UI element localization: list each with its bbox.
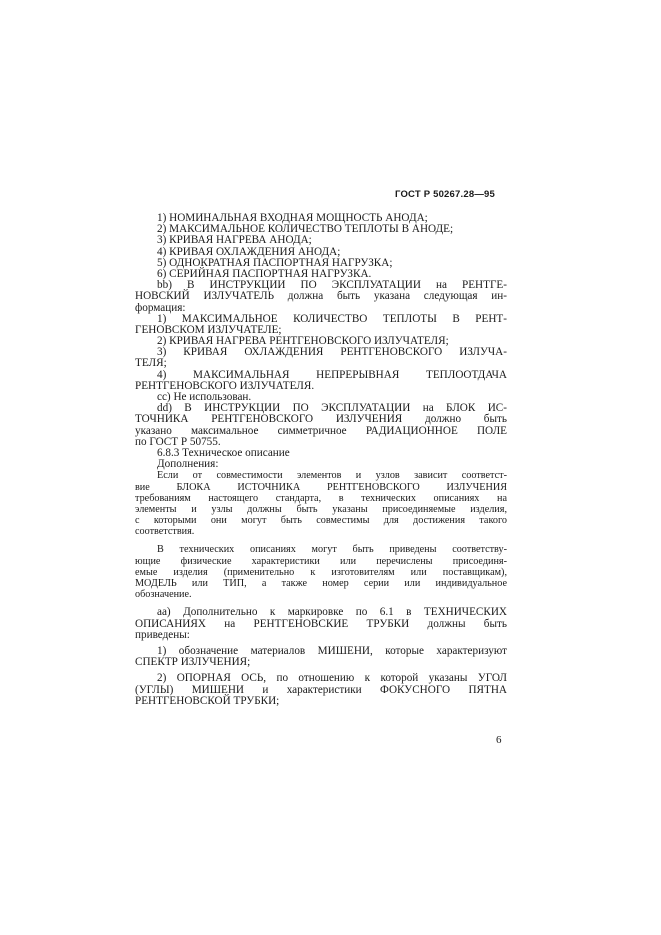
list-item: 6) СЕРИЙНАЯ ПАСПОРТНАЯ НАГРУЗКА. — [157, 267, 372, 280]
list-item: 3) КРИВАЯ НАГРЕВА АНОДА; — [157, 234, 312, 247]
list-item: 2) МАКСИМАЛЬНОЕ КОЛИЧЕСТВО ТЕПЛОТЫ В АНОДЕ; — [157, 223, 454, 236]
list-item: 4) КРИВАЯ ОХЛАЖДЕНИЯ АНОДА; — [157, 245, 341, 258]
list-item: 1) МАКСИМАЛЬНОЕ КОЛИЧЕСТВО ТЕПЛОТЫ В РЕНТ- — [157, 312, 507, 325]
section-heading: 6.8.3 Техническое описание — [157, 446, 290, 459]
list-item: 1) НОМИНАЛЬНАЯ ВХОДНАЯ МОЩНОСТЬ АНОДА; — [157, 212, 428, 224]
paragraph-line: В технических описаниях могут быть приведены соответству- — [157, 544, 507, 556]
list-item: 4) МАКСИМАЛЬНАЯ НЕПРЕРЫВНАЯ ТЕПЛООТДАЧА — [157, 368, 507, 381]
paragraph-line: cc) Не использован. — [157, 391, 252, 403]
list-item-continuation: РЕНТГЕНОВСКОГО ИЗЛУЧАТЕЛЯ. — [135, 379, 315, 392]
paragraph-line: Дополнения: — [157, 458, 219, 471]
list-item-continuation: (УГЛЫ) МИШЕНИ и характеристики ФОКУСНОГО ПЯТНА — [135, 683, 507, 696]
paragraph-line: аа) Дополнительно к маркировке по 6.1 в ТЕХНИЧЕСКИХ — [157, 606, 507, 619]
paragraph-line: dd) В ИНСТРУКЦИИ ПО ЭКСПЛУАТАЦИИ на БЛОК ИС- — [157, 402, 507, 415]
paragraph-line: указано максимальное симметричное РАДИАЦИОННОЕ ПОЛЕ — [135, 424, 507, 437]
paragraph-line: вие БЛОКА ИСТОЧНИКА РЕНТГЕНОВСКОГО ИЗЛУЧЕНИЯ — [135, 481, 507, 493]
paragraph-line: ющие физические характеристики или перечислены присоединя- — [135, 555, 507, 567]
list-item-continuation: ГЕНОВСКОМ ИЗЛУЧАТЕЛЕ; — [135, 323, 282, 336]
standard-header: ГОСТ Р 50267.28—95 — [395, 189, 495, 200]
paragraph-line: НОВСКИЙ ИЗЛУЧАТЕЛЬ должна быть указана следующая ин- — [135, 290, 507, 303]
list-item: 2) КРИВАЯ НАГРЕВА РЕНТГЕНОВСКОГО ИЗЛУЧАТЕЛЯ; — [157, 335, 449, 348]
paragraph-line: приведены: — [135, 628, 190, 641]
paragraph-line: по ГОСТ Р 50755. — [135, 435, 221, 448]
list-item-continuation: ТЕЛЯ; — [135, 357, 167, 370]
list-item: 2) ОПОРНАЯ ОСЬ, по отношению к которой указаны УГОЛ — [157, 672, 507, 685]
paragraph-line: требованиям настоящего стандарта, в технических описаниях на — [135, 492, 507, 504]
list-item: 3) КРИВАЯ ОХЛАЖДЕНИЯ РЕНТГЕНОВСКОГО ИЗЛУЧА- — [157, 346, 507, 359]
paragraph-line: МОДЕЛЬ или ТИП, а также номер серии или индивидуальное — [135, 578, 507, 589]
paragraph-line: элементы и узлы должны быть указаны присоединяемые изделия, — [135, 503, 507, 515]
paragraph-line: bb) В ИНСТРУКЦИИ ПО ЭКСПЛУАТАЦИИ на РЕНТГЕ- — [157, 279, 507, 292]
paragraph-line: емые изделия (применительно к изготовителям или поставщикам), — [135, 566, 507, 578]
paragraph-line: с которыми они могут быть совместимы для достижения такого — [135, 515, 507, 527]
paragraph-line: ТОЧНИКА РЕНТГЕНОВСКОГО ИЗЛУЧЕНИЯ должно быть — [135, 413, 507, 426]
list-item: 5) ОДНОКРАТНАЯ ПАСПОРТНАЯ НАГРУЗКА; — [157, 256, 393, 269]
page-number: 6 — [496, 734, 502, 746]
paragraph-line: соответствия. — [135, 526, 195, 538]
list-item-continuation: РЕНТГЕНОВСКОЙ ТРУБКИ; — [135, 694, 280, 707]
paragraph-line: формация: — [135, 301, 186, 314]
paragraph-line: ОПИСАНИЯХ на РЕНТГЕНОВСКИЕ ТРУБКИ должны быть — [135, 617, 507, 630]
list-item: 1) обозначение материалов МИШЕНИ, которые характеризуют — [157, 644, 507, 657]
document-body — [135, 213, 507, 707]
list-item-continuation: СПЕКТР ИЗЛУЧЕНИЯ; — [135, 656, 251, 669]
paragraph-line: обозначение. — [135, 589, 192, 601]
paragraph-line: Если от совместимости элементов и узлов зависит соответст- — [157, 470, 507, 482]
